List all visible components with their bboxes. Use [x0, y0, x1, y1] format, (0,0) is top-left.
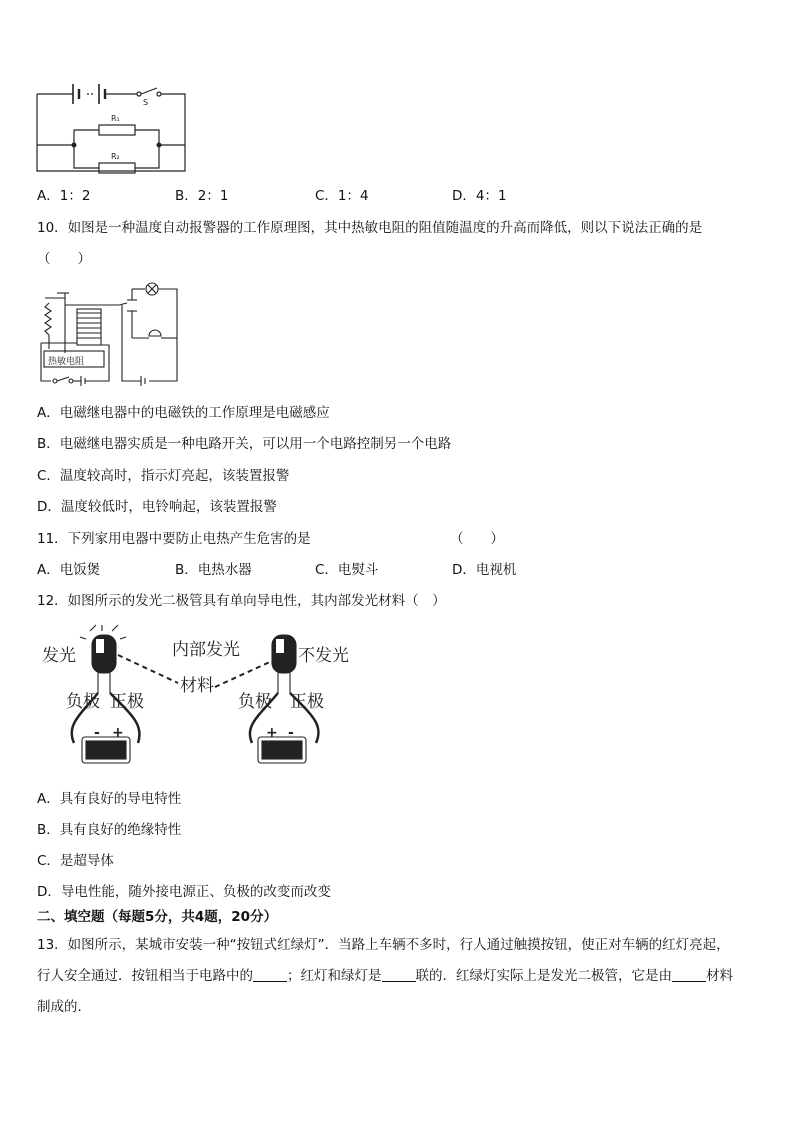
right-minus: - — [288, 725, 294, 741]
led-diagram — [40, 625, 349, 777]
q11-option-b[interactable]: B．电热水器 — [175, 562, 252, 578]
right-neg-label: 负极 — [238, 692, 272, 712]
right-plus: + — [266, 725, 278, 741]
q13-text-c: 联的．红绿灯实际上是发光二极管，它是由 — [415, 968, 672, 984]
left-plus: + — [112, 725, 124, 741]
q10-option-a[interactable]: A．电磁继电器中的电磁铁的工作原理是电磁感应 — [37, 405, 330, 421]
q10-option-c[interactable]: C．温度较高时，指示灯亮起，该装置报警 — [37, 468, 290, 484]
section-title: 二、填空题（每题5分，共4题，20分） — [37, 909, 278, 925]
q13-text-a: 行人安全通过．按钮相当于电路中的 — [37, 968, 253, 984]
q12-option-b[interactable]: B．具有良好的绝缘特性 — [37, 822, 182, 838]
blank-1[interactable] — [253, 967, 287, 982]
parallel-circuit-diagram — [37, 80, 189, 175]
r2-label: R₂ — [111, 152, 120, 161]
blank-3[interactable] — [672, 967, 706, 982]
q12-option-c[interactable]: C．是超导体 — [37, 853, 114, 869]
left-neg-label: 负极 — [66, 692, 100, 712]
q13-line2 — [37, 966, 733, 986]
q10-stem: 10．如图是一种温度自动报警器的工作原理图，其中热敏电阻的阻值随温度的升高而降低，则以下说法正确的是 — [37, 220, 703, 236]
q13-line1: 13．如图所示，某城市安装一种“按钮式红绿灯”．当路上车辆不多时，行人通过触摸按钮，使正对车辆的红灯亮起， — [37, 937, 730, 953]
q11-stem: 11．下列家用电器中要防止电热产生危害的是 — [37, 531, 311, 547]
q11-option-c[interactable]: C．电熨斗 — [315, 562, 379, 578]
led-right-state: 不发光 — [298, 646, 349, 666]
led-left-state: 发光 — [42, 646, 76, 666]
q9-option-d[interactable]: D．4：1 — [452, 188, 507, 204]
left-minus: - — [94, 725, 100, 741]
q10-option-d[interactable]: D．温度较低时，电铃响起，该装置报警 — [37, 499, 277, 515]
blank-2[interactable] — [382, 967, 416, 982]
q9-option-b[interactable]: B．2：1 — [175, 188, 229, 204]
center-label-1: 内部发光 — [172, 640, 240, 660]
q12-option-a[interactable]: A．具有良好的导电特性 — [37, 791, 182, 807]
q13-text-d: 材料 — [706, 968, 733, 984]
q12-option-d[interactable]: D．导电性能，随外接电源正、负极的改变而改变 — [37, 884, 331, 900]
r1-label: R₁ — [111, 114, 120, 123]
q10-option-b[interactable]: B．电磁继电器实质是一种电路开关，可以用一个电路控制另一个电路 — [37, 436, 452, 452]
q11-bracket: （ ） — [450, 531, 504, 547]
q9-option-a[interactable]: A．1：2 — [37, 188, 91, 204]
q9-option-c[interactable]: C．1：4 — [315, 188, 369, 204]
q11-option-d[interactable]: D．电视机 — [452, 562, 517, 578]
q11-option-a[interactable]: A．电饭煲 — [37, 562, 101, 578]
switch-label: S — [143, 98, 149, 107]
q10-bracket: （ ） — [37, 251, 91, 267]
thermistor-label: 热敏电阻 — [48, 357, 85, 367]
left-pos-label: 正极 — [110, 692, 144, 712]
center-label-2: 材料 — [180, 676, 214, 696]
temperature-alarm-diagram — [37, 283, 182, 385]
right-pos-label: 正极 — [290, 692, 324, 712]
q13-text-b: ；红灯和绿灯是 — [287, 968, 382, 984]
q13-line3: 制成的． — [37, 999, 91, 1015]
q12-stem: 12．如图所示的发光二极管具有单向导电性，其内部发光材料（ ） — [37, 593, 446, 609]
